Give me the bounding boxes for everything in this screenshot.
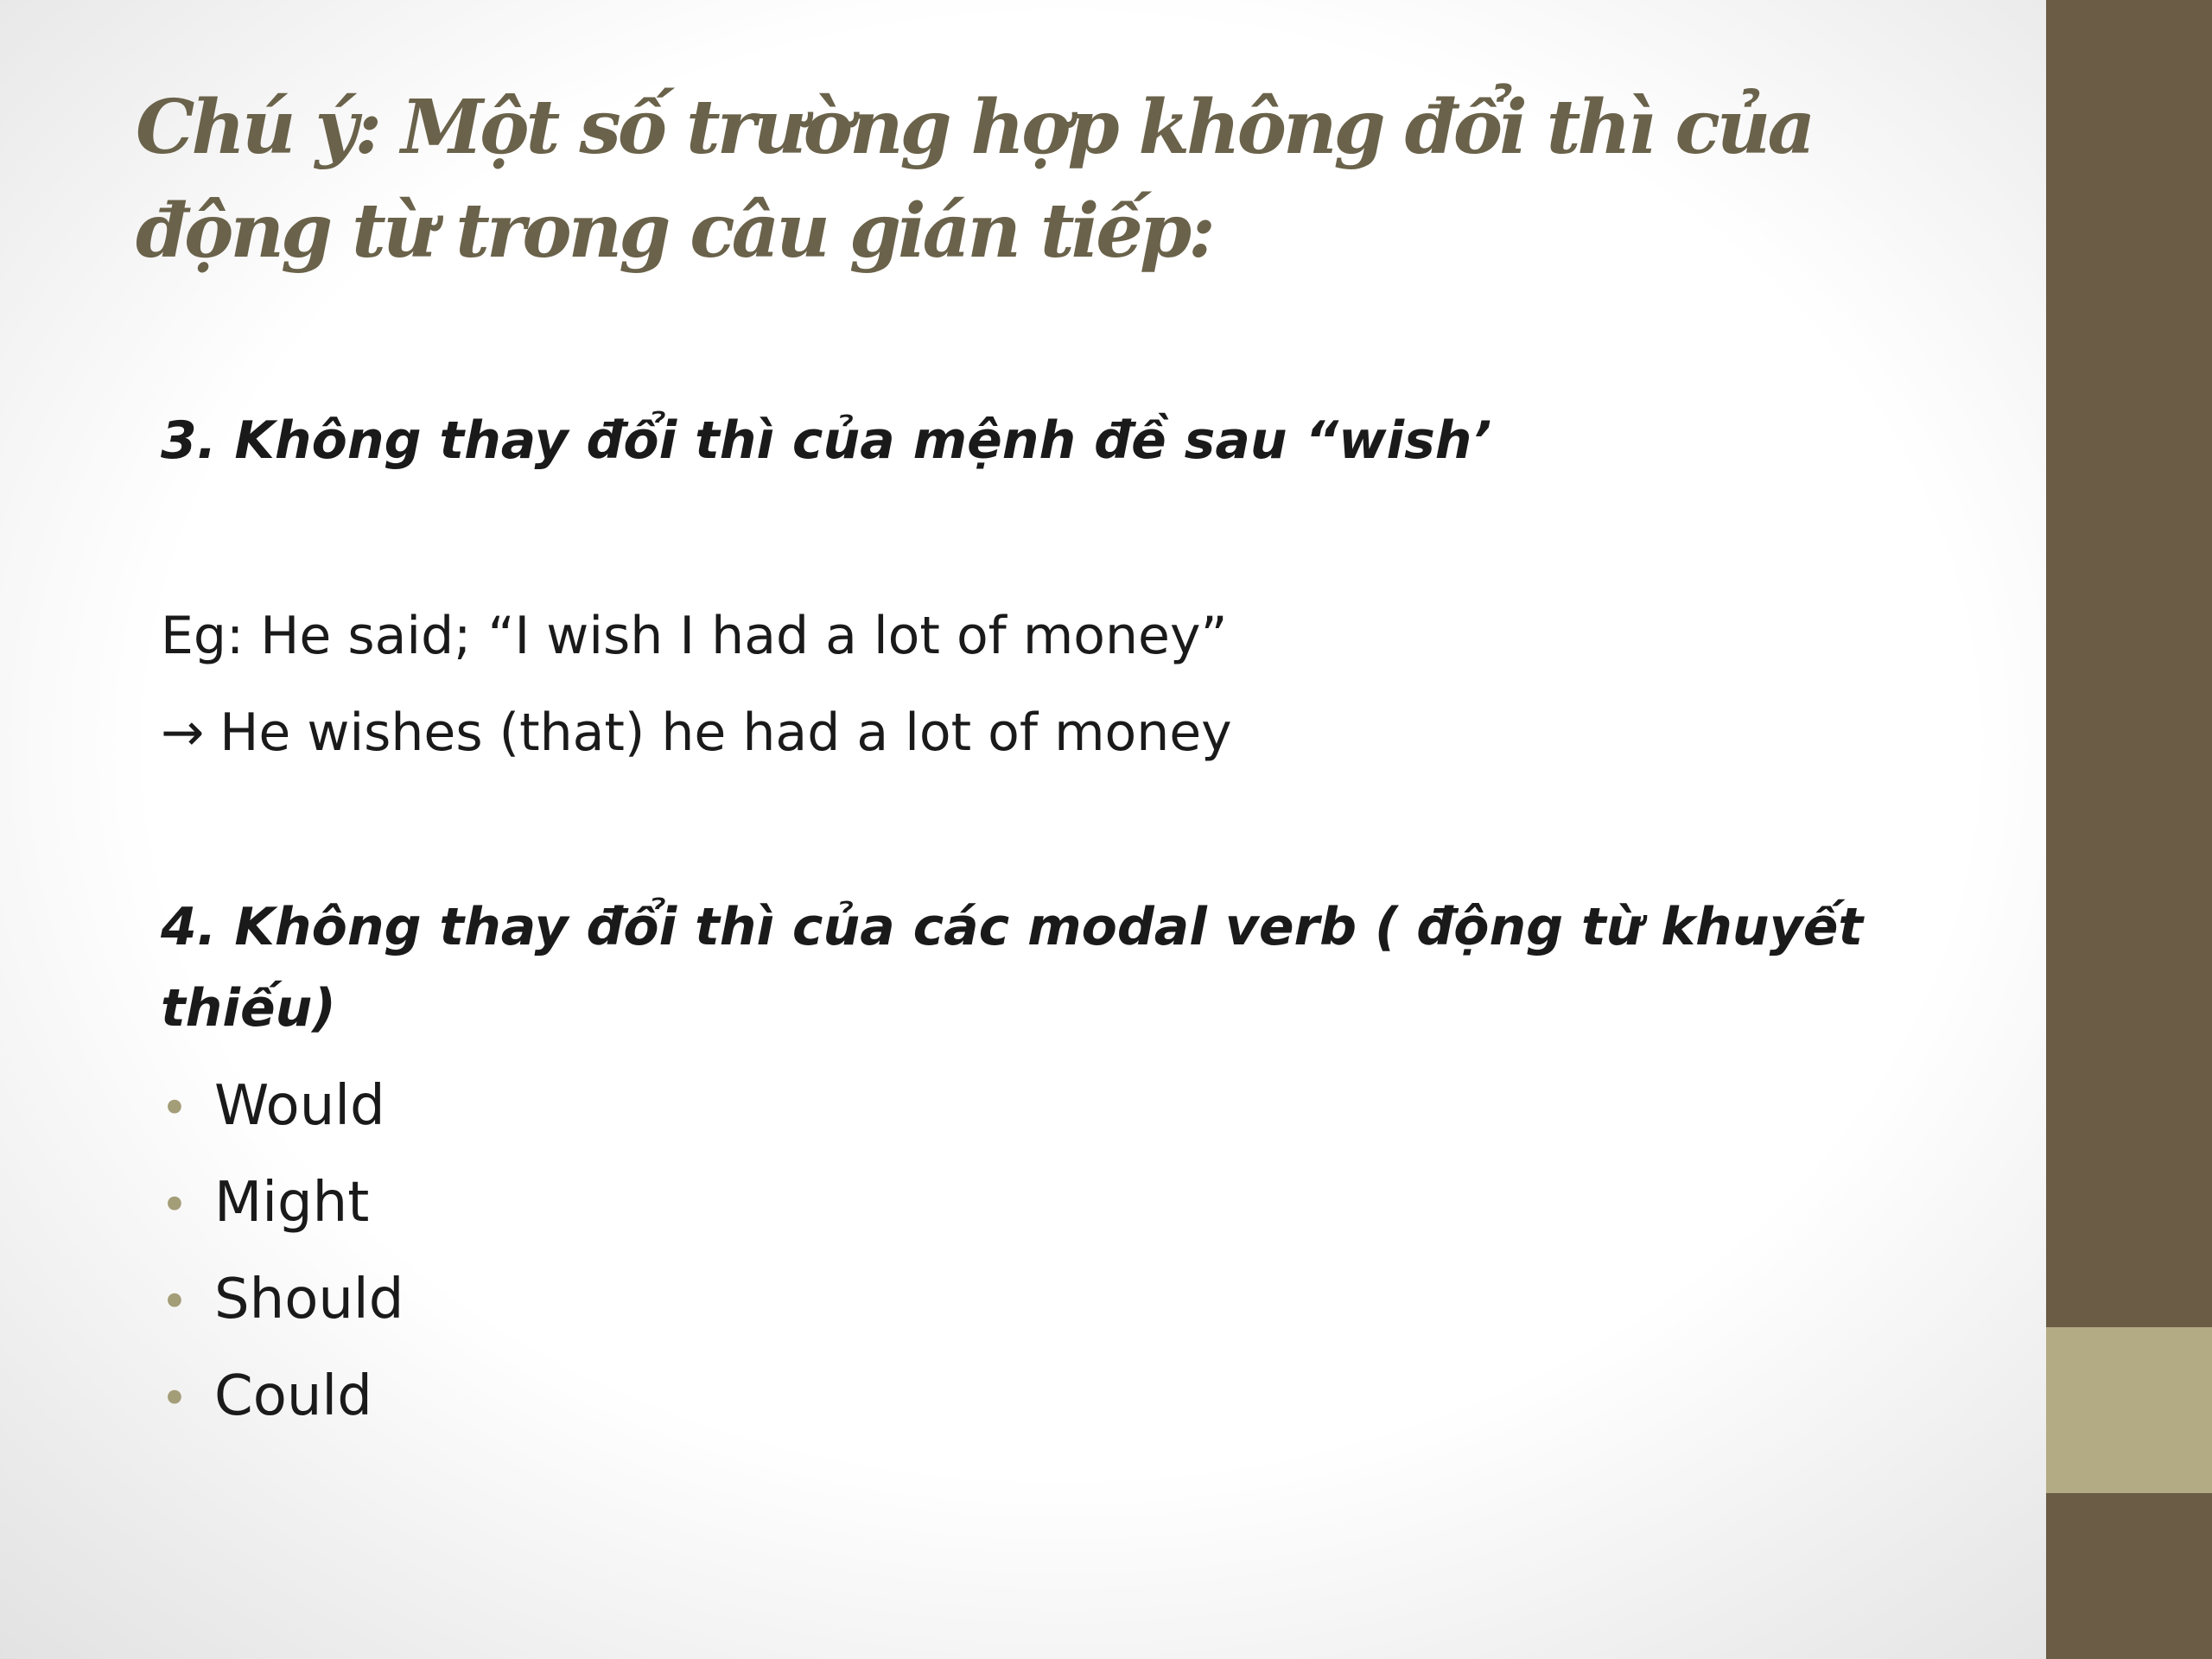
bullet-icon: • bbox=[161, 1178, 188, 1232]
item4-heading: 4. Không thay đổi thì của các modal verb ( động từ khuyết thiếu) bbox=[161, 897, 1864, 1039]
example-result bbox=[161, 702, 1232, 764]
list-item bbox=[161, 1267, 404, 1335]
example-result-text: He wishes (that) he had a lot of money bbox=[219, 702, 1232, 763]
list-item bbox=[161, 1363, 372, 1432]
bullet-text: Could bbox=[214, 1364, 372, 1428]
example-sentence: Eg: He said; “I wish I had a lot of money” bbox=[161, 606, 1228, 666]
list-item bbox=[161, 1170, 369, 1238]
side-accent-decoration bbox=[2046, 1327, 2212, 1493]
bullet-icon: • bbox=[161, 1274, 188, 1329]
list-item bbox=[161, 1073, 385, 1141]
item3-heading: 3. Không thay đổi thì của mệnh đề sau “wish’ bbox=[161, 410, 1492, 471]
bullet-icon: • bbox=[161, 1371, 188, 1426]
bullet-text: Would bbox=[214, 1074, 385, 1138]
bullet-text: Should bbox=[214, 1268, 404, 1332]
bullet-text: Might bbox=[214, 1171, 370, 1235]
bullet-icon: • bbox=[161, 1081, 188, 1135]
slide-title: Chú ý: Một số trường hợp không đổi thì của động từ trong câu gián tiếp: bbox=[136, 84, 1813, 275]
arrow-icon: → bbox=[161, 702, 205, 763]
